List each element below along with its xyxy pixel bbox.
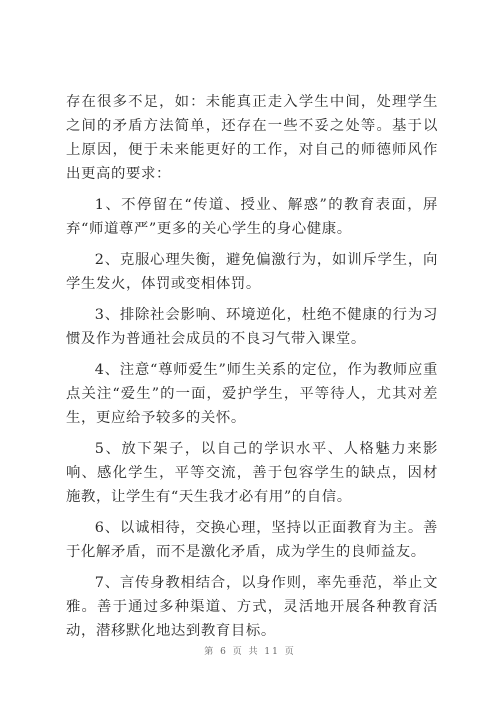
list-item-7: 7、言传身教相结合，以身作则，率先垂范，举止文雅。善于通过多种渠道、方式，灵活地开展各种教育活动，潜移默化地达到教育目标。 bbox=[66, 575, 438, 639]
page-footer: 第 6 页 共 11 页 bbox=[204, 647, 296, 657]
intro-paragraph: 存在很多不足，如：未能真正走入学生中间，处理学生之间的矛盾方法简单，还存在一些不妥之处等。基于以上原因，便于未来能更好的工作，对自己的师德师风作出更高的要求： bbox=[66, 94, 438, 182]
list-item-6: 6、以诚相待，交换心理，坚持以正面教育为主。善于化解矛盾，而不是激化矛盾，成为学生的良师益友。 bbox=[66, 520, 438, 560]
list-item-3: 3、排除社会影响、环境逆化，杜绝不健康的行为习惯及作为普通社会成员的不良习气带入课堂。 bbox=[66, 307, 438, 347]
list-item-2: 2、克服心理失衡，避免偏激行为，如训斥学生，向学生发火，体罚或变相体罚。 bbox=[66, 252, 438, 292]
list-item-4: 4、注意“尊师爱生”师生关系的定位，作为教师应重点关注“爱生”的一面，爱护学生，平等待人，尤其对差生，更应给予较多的关怀。 bbox=[66, 362, 438, 426]
list-item-1: 1、不停留在“传道、授业、解惑”的教育表面，屏弃“师道尊严”更多的关心学生的身心健康。 bbox=[66, 197, 438, 237]
body-text bbox=[66, 90, 438, 650]
list-item-5: 5、放下架子，以自己的学识水平、人格魅力来影响、感化学生，平等交流，善于包容学生的缺点，因材施教，让学生有“天生我才必有用”的自信。 bbox=[66, 441, 438, 505]
